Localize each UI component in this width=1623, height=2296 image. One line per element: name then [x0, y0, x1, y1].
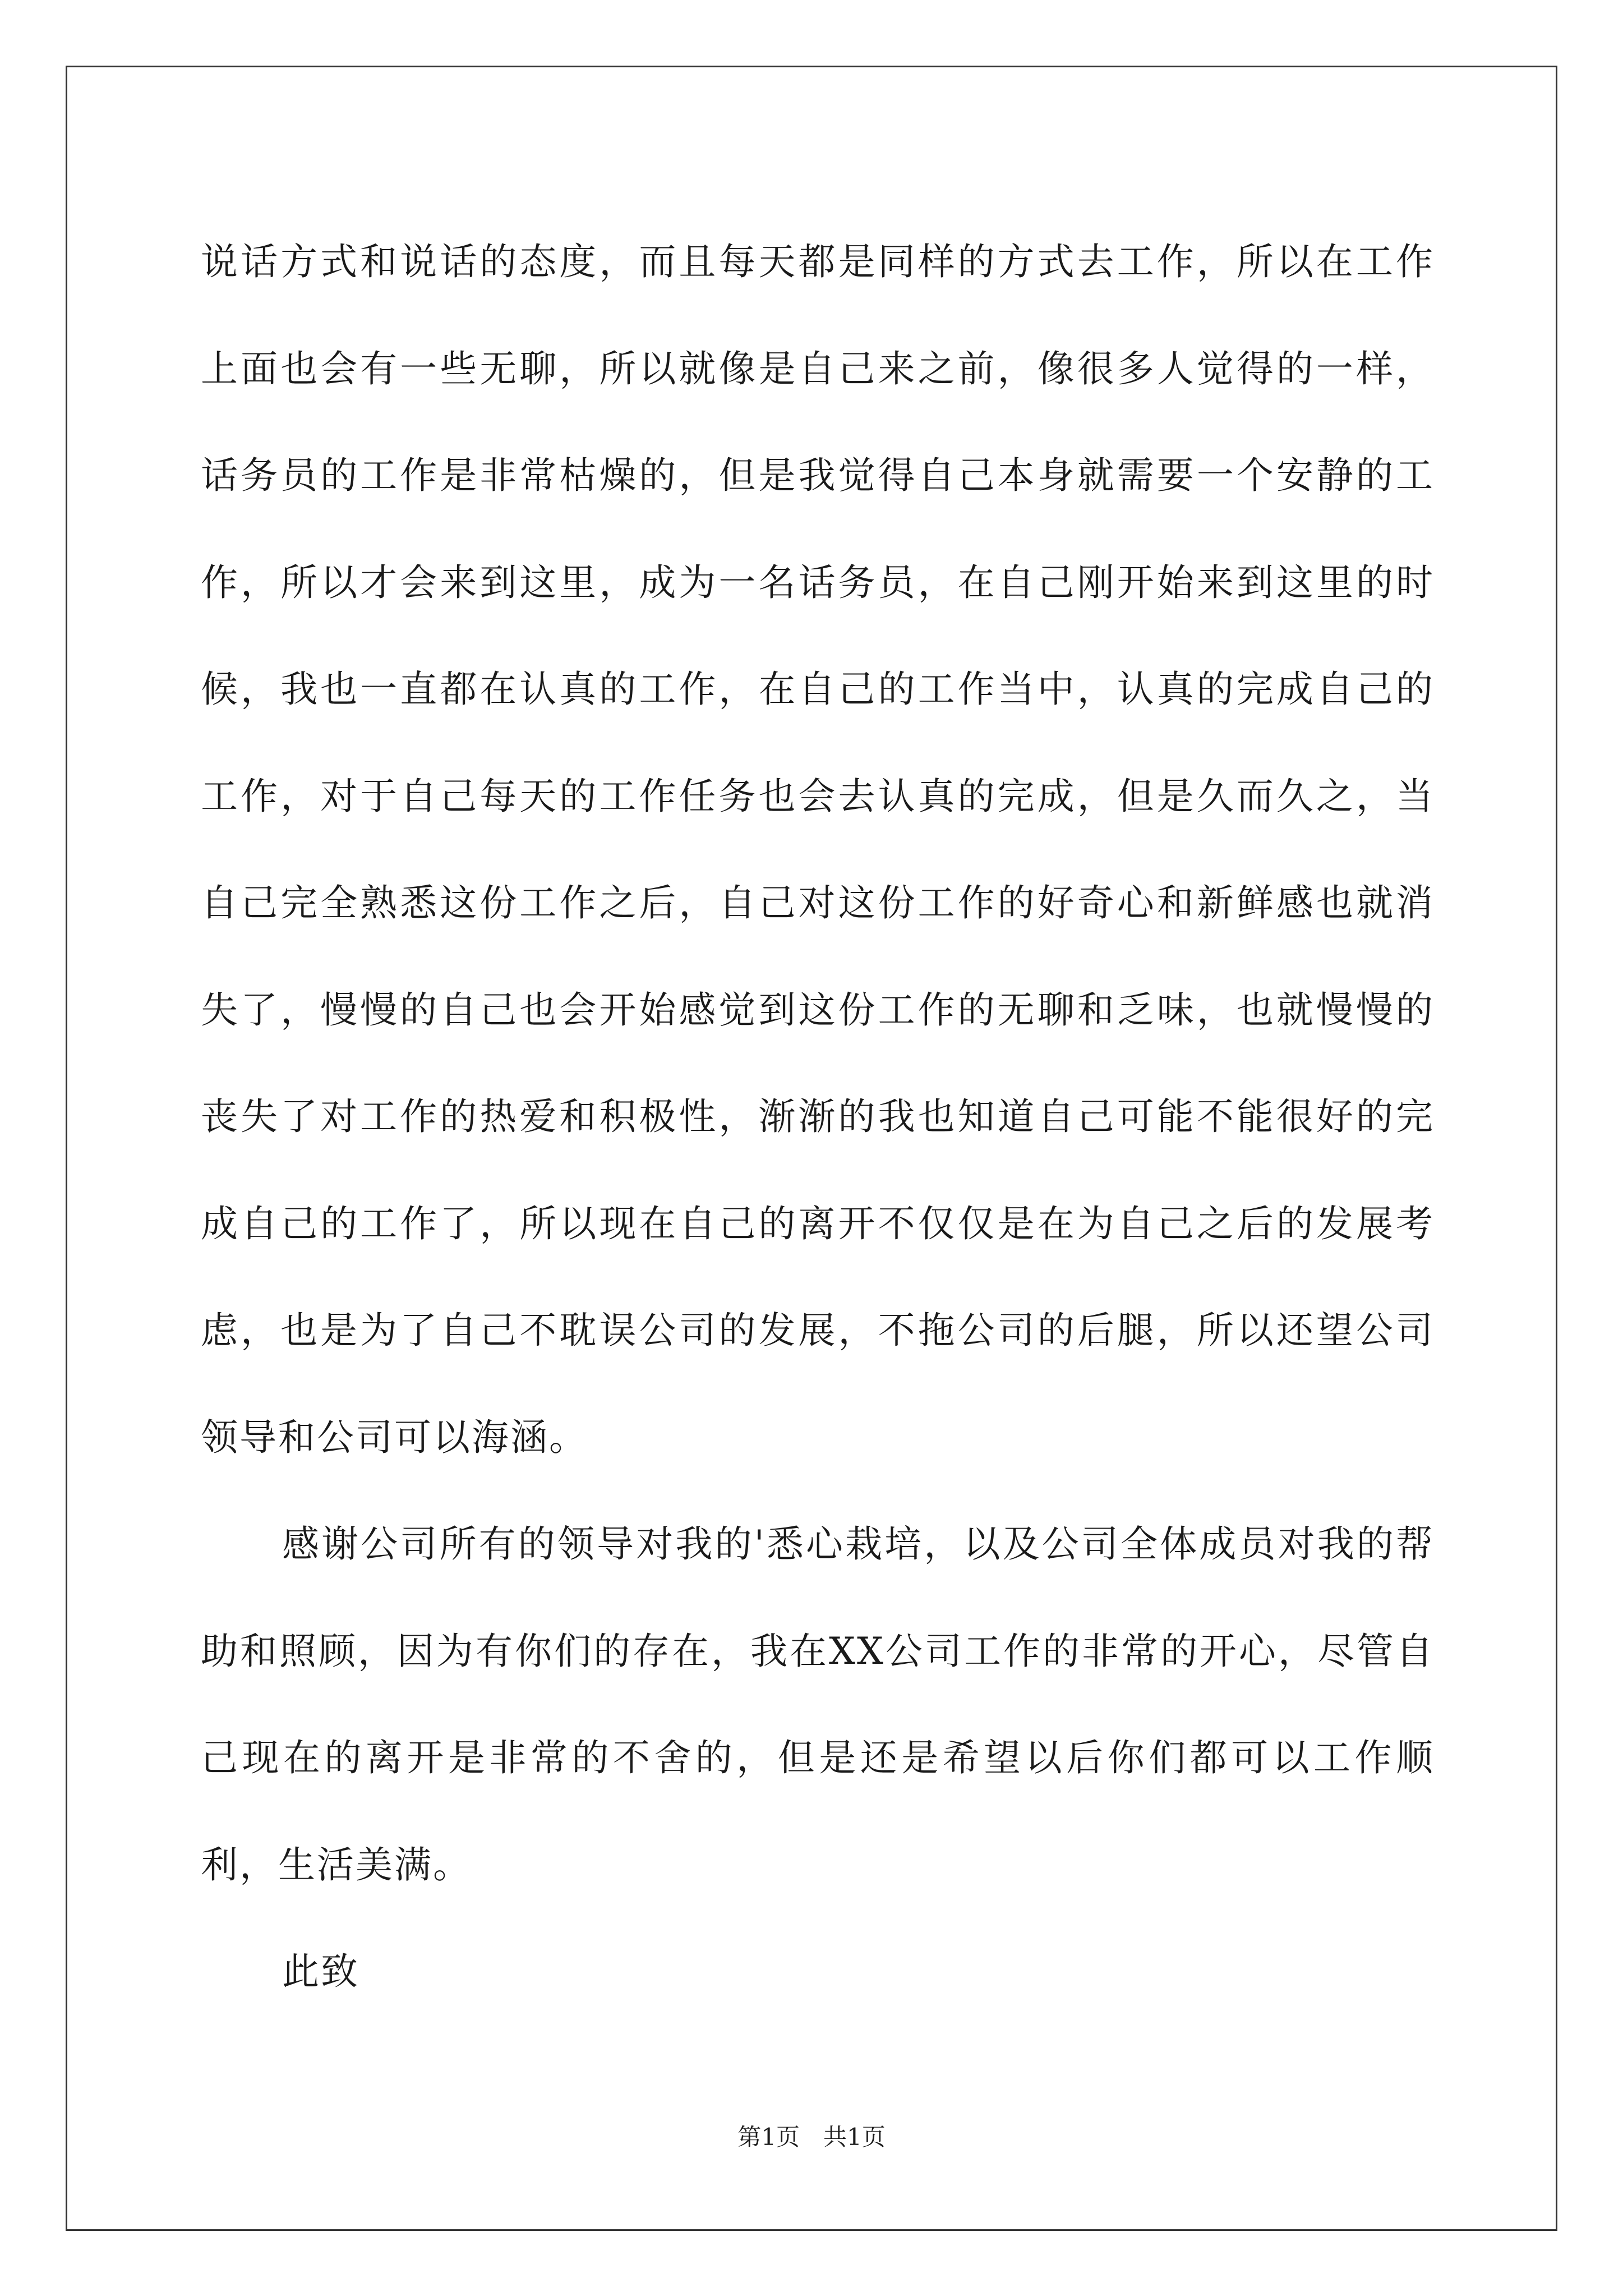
- paragraph-continuation: 说话方式和说话的态度，而且每天都是同样的方式去工作，所以在工作上面也会有一些无聊，所以就像是自己来之前，像很多人觉得的一样，话务员的工作是非常枯燥的，但是我觉得自己本身就需要一个安静的工作，所以才会来到这里，成为一名话务员，在自己刚开始来到这里的时候，我也一直都在认真的工作，在自己的工作当中，认真的完成自己的工作，对于自己每天的工作任务也会去认真的完成，但是久而久之，当自己完全熟悉这份工作之后，自己对这份工作的好奇心和新鲜感也就消失了，慢慢的自己也会开始感觉到这份工作的无聊和乏味，也就慢慢的丧失了对工作的热爱和积极性，渐渐的我也知道自己可能不能很好的完成自己的工作了，所以现在自己的离开不仅仅是在为自己之后的发展考虑，也是为了自己不耽误公司的发展，不拖公司的后腿，所以还望公司领导和公司可以海涵。: [201, 240, 1435, 1459]
- page-number-footer: 第1页 共1页: [737, 2123, 886, 2151]
- paragraph-thanks: 感谢公司所有的领导对我的'悉心栽培，以及公司全体成员对我的帮助和照顾，因为有你们的存在，我在XX公司工作的非常的开心，尽管自己现在的离开是非常的不舍的，但是还是希望以后你们都可以工作顺利，生活美满。: [201, 1522, 1435, 1887]
- paragraph-closing: 此致: [282, 1950, 359, 1993]
- letter-body: [201, 209, 1435, 2026]
